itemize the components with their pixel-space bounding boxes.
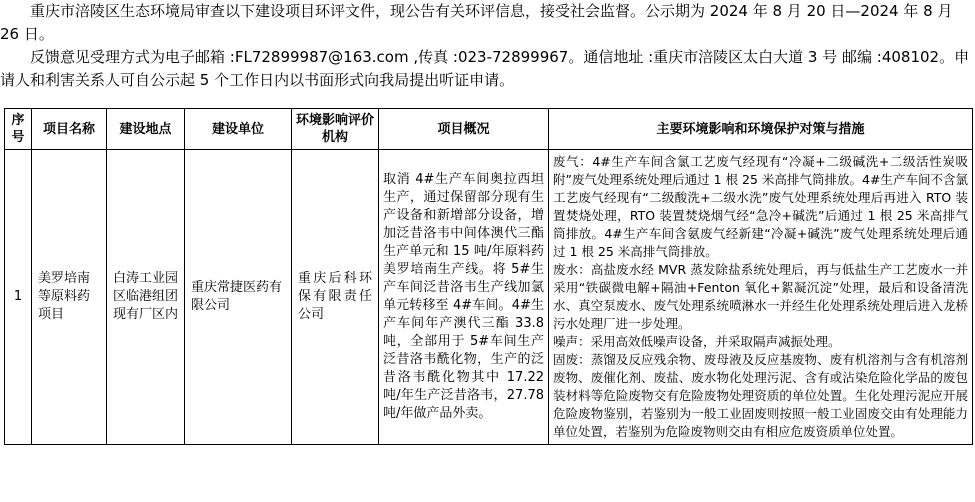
notice-intro bbox=[0, 0, 975, 92]
cell-unit: 重庆常捷医药有限公司 bbox=[185, 150, 292, 445]
intro-paragraph-feedback: 反馈意见受理方式为电子邮箱 :FL72899987@163.com ,传真 :023-72899967。通信地址 :重庆市涪陵区太白大道 3 号 邮编 :408102。申请人和利害关系人可自公示起 5 个工作日内以书面形式向我局提出听证申请。 bbox=[0, 48, 970, 89]
header-unit: 建设单位 bbox=[185, 109, 292, 150]
table-row bbox=[5, 150, 973, 445]
table-header-row bbox=[5, 109, 973, 150]
cell-project-name: 美罗培南等原料药项目 bbox=[32, 150, 107, 445]
cell-no: 1 bbox=[5, 150, 32, 445]
header-no: 序号 bbox=[5, 109, 32, 150]
header-project-name: 项目名称 bbox=[32, 109, 107, 150]
header-eia-agency: 环境影响评价机构 bbox=[292, 109, 379, 150]
header-location: 建设地点 bbox=[107, 109, 185, 150]
cell-location: 白涛工业园区临港组团现有厂区内 bbox=[107, 150, 185, 445]
measure-waste-water: 废水：高盐废水经 MVR 蒸发除盐系统处理后，再与低盐生产工艺废水一并采用“铁碳微电解+隔油+Fenton 氧化+絮凝沉淀”处理，最后和设备清洗水、真空泵废水、废气处理系统喷淋水一并经生化处理系统处理后进入龙桥污水处理厂进一步处理。 bbox=[553, 262, 968, 331]
eia-project-table bbox=[4, 108, 973, 445]
measure-solid-waste: 固废：蒸馏及反应残余物、废母液及反应基废物、废有机溶剂与含有机溶剂废物、废催化剂、废盐、废水物化处理污泥、含有或沾染危险化学品的废包装材料等危险废物交有危险废物处理资质的单位处置。生化处理污泥应开展危险废物鉴别，若鉴别为一般工业固废则按照一般工业固废交由有处理能力单位处置，若鉴别为危险废物则交由有相应危废资质单位处置。 bbox=[553, 352, 968, 439]
header-summary: 项目概况 bbox=[379, 109, 549, 150]
measure-waste-gas: 废气：4#生产车间含氯工艺废气经现有“冷凝+二级碱洗+二级活性炭吸附”废气处理系统处理后通过 1 根 25 米高排气筒排放。4#生产车间不含氯工艺废气经现有“二级酸洗+二级水洗”废气处理系统处理后再进入 RTO 装置焚烧处理，RTO 装置焚烧烟气经“急冷+碱洗”后通过 1 根 25 米高排气筒排放。4#生产车间含氨废气经新建“冷凝+碱洗”废气处理系统处理后通过 1 根 25 米高排气筒排放。 bbox=[553, 154, 968, 259]
intro-paragraph-publicity: 重庆市涪陵区生态环境局审查以下建设项目环评文件，现公告有关环评信息，接受社会监督。公示期为 2024 年 8 月 20 日—2024 年 8 月 26 日。 bbox=[0, 2, 953, 43]
cell-summary: 取消 4#生产车间奥拉西坦生产，通过保留部分现有生产设备和新增部分设备，增加泛昔洛韦中间体澳代三酯生产单元和 15 吨/年原料药美罗培南生产线。将 5#生产车间泛昔洛韦生产线加氯单元转移至 4#车间。4#生产车间年产澳代三酯 33.8 吨，全部用于 5#车间生产泛昔洛韦酰化物，生产的泛昔洛韦酰化物其中 17.22 吨/年生产泛昔洛韦，27.78 吨/年做产品外卖。 bbox=[379, 150, 549, 445]
measure-noise: 噪声：采用高效低噪声设备，并采取隔声减振处理。 bbox=[553, 334, 841, 349]
cell-eia-agency: 重庆后科环保有限责任公司 bbox=[292, 150, 379, 445]
cell-measures bbox=[549, 150, 973, 445]
header-measures: 主要环境影响和环境保护对策与措施 bbox=[549, 109, 973, 150]
